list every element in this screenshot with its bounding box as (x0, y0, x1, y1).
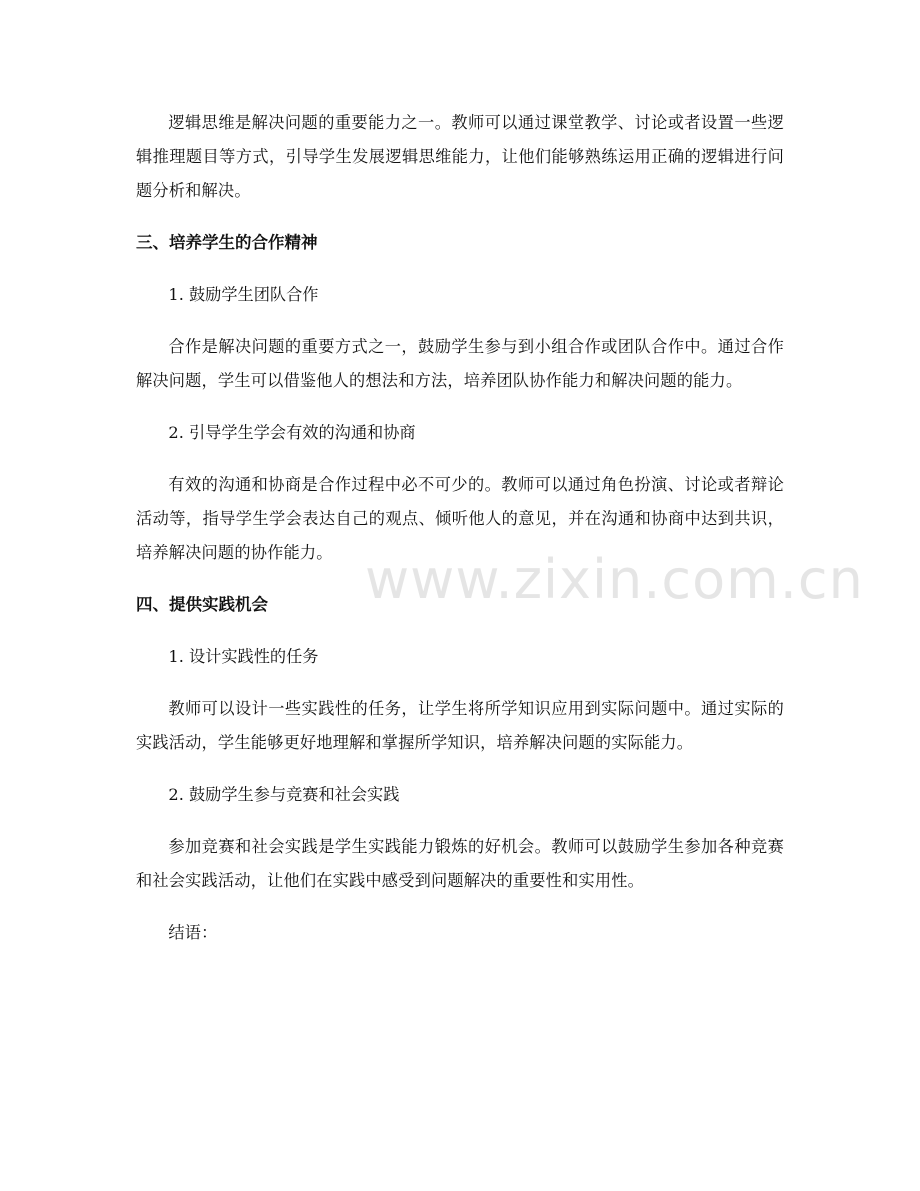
section-3-item-1-title: 1. 鼓励学生团队合作 (168, 285, 319, 304)
conclusion-label: 结语： (168, 923, 218, 942)
section-4-item-2-title: 2. 鼓励学生参与竞赛和社会实践 (168, 785, 400, 804)
section-3-heading: 三、培养学生的合作精神 (136, 233, 318, 252)
section-4-item-2-paragraph: 参加竞赛和社会实践是学生实践能力锻炼的好机会。教师可以鼓励学生参加各种竞赛和社会实践活动，让他们在实践中感受到问题解决的重要性和实用性。 (136, 837, 784, 890)
section-4-item-1-title: 1. 设计实践性的任务 (168, 647, 319, 666)
intro-paragraph: 逻辑思维是解决问题的重要能力之一。教师可以通过课堂教学、讨论或者设置一些逻辑推理题目等方式，引导学生发展逻辑思维能力，让他们能够熟练运用正确的逻辑进行问题分析和解决。 (136, 113, 784, 200)
section-4-item-1-paragraph: 教师可以设计一些实践性的任务，让学生将所学知识应用到实际问题中。通过实际的实践活动，学生能够更好地理解和掌握所学知识，培养解决问题的实际能力。 (136, 699, 784, 752)
watermark: www.zixin.com.cn (365, 548, 864, 611)
document-content (136, 106, 784, 950)
section-3-item-2-paragraph: 有效的沟通和协商是合作过程中必不可少的。教师可以通过角色扮演、讨论或者辩论活动等，指导学生学会表达自己的观点、倾听他人的意见，并在沟通和协商中达到共识，培养解决问题的协作能力。 (136, 475, 784, 562)
section-4-heading: 四、提供实践机会 (136, 595, 268, 614)
section-3-item-2-title: 2. 引导学生学会有效的沟通和协商 (168, 423, 416, 442)
section-3-item-1-paragraph: 合作是解决问题的重要方式之一，鼓励学生参与到小组合作或团队合作中。通过合作解决问题，学生可以借鉴他人的想法和方法，培养团队协作能力和解决问题的能力。 (136, 337, 784, 390)
